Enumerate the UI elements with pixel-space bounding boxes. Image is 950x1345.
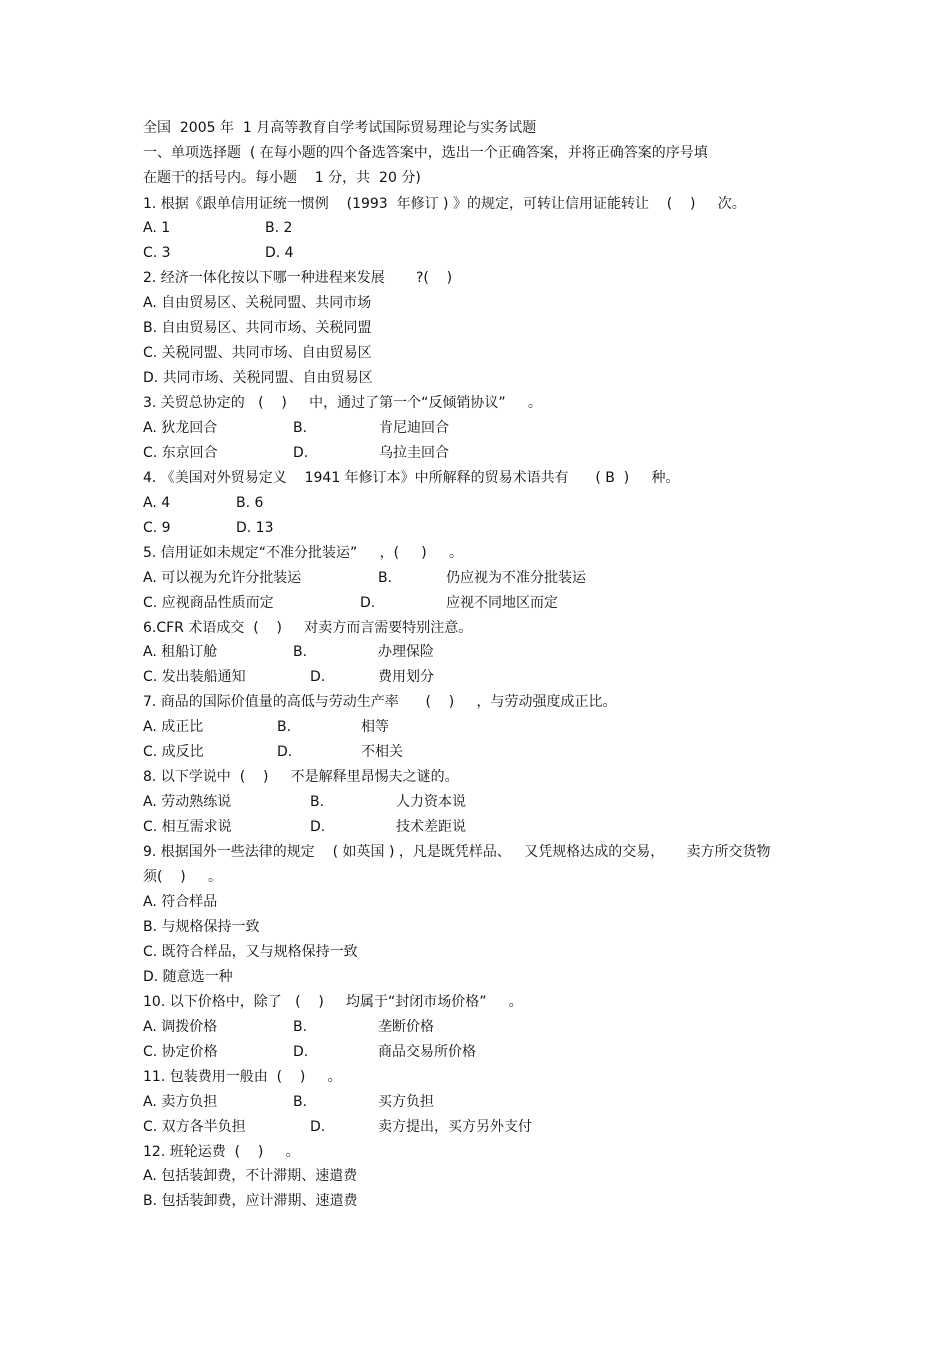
q10-option-d-text: 商品交易所价格 [378, 1044, 476, 1060]
q1-option-c: C. 3 [143, 245, 171, 261]
section-heading-cont: 在题干的括号内。每小题 1 分，共 20 分) [143, 170, 421, 186]
q5-option-b-text: 仍应视为不准分批装运 [446, 570, 586, 586]
q4-option-d: D. 13 [236, 520, 274, 536]
q9-option-b: B. 与规格保持一致 [143, 919, 260, 935]
q7-option-a: A. 成正比 [143, 719, 204, 735]
question-1-stem: 1. 根据《跟单信用证统一惯例 (1993 年修订 ) 》的规定，可转让信用证能转让 ( ) 次。 [143, 196, 746, 212]
q2-option-a: A. 自由贸易区、关税同盟、共同市场 [143, 295, 372, 311]
q7-option-d-text: 不相关 [361, 744, 403, 760]
question-2-stem: 2. 经济一体化按以下哪一种进程来发展 ?( ) [143, 270, 453, 286]
question-12-stem: 12. 班轮运费 ( ) 。 [143, 1144, 300, 1160]
q8-option-d-text: 技术差距说 [396, 819, 466, 835]
q12-option-b: B. 包括装卸费，应计滞期、速遣费 [143, 1193, 358, 1209]
q11-option-b-text: 买方负担 [378, 1094, 434, 1110]
section-heading: 一、单项选择题 ( 在每小题的四个备选答案中，选出一个正确答案，并将正确答案的序号填 [143, 145, 708, 161]
q5-option-b-letter: B. [378, 570, 393, 586]
q3-option-d-text: 乌拉圭回合 [379, 445, 449, 461]
q3-option-b-text: 肯尼迪回合 [379, 420, 449, 436]
q8-option-d-letter: D. [310, 819, 326, 835]
q5-option-d-letter: D. [360, 595, 376, 611]
q9-option-d: D. 随意选一种 [143, 969, 233, 985]
q7-option-b-letter: B. [277, 719, 292, 735]
q1-option-a: A. 1 [143, 220, 171, 236]
q11-option-b-letter: B. [293, 1094, 308, 1110]
q5-option-c: C. 应视商品性质而定 [143, 595, 274, 611]
q7-option-d-letter: D. [277, 744, 293, 760]
question-11-stem: 11. 包装费用一般由 ( ) 。 [143, 1069, 342, 1085]
q8-option-a: A. 劳动熟练说 [143, 794, 232, 810]
q2-option-b: B. 自由贸易区、共同市场、关税同盟 [143, 320, 372, 336]
q9-option-c: C. 既符合样品，又与规格保持一致 [143, 944, 358, 960]
q6-option-b-text: 办理保险 [378, 644, 434, 660]
q7-option-c: C. 成反比 [143, 744, 204, 760]
q2-option-c: C. 关税同盟、共同市场、自由贸易区 [143, 345, 372, 361]
q11-option-a: A. 卖方负担 [143, 1094, 218, 1110]
q3-option-a: A. 狄龙回合 [143, 420, 218, 436]
q10-option-b-text: 垄断价格 [378, 1019, 434, 1035]
q2-option-d: D. 共同市场、关税同盟、自由贸易区 [143, 370, 373, 386]
q10-option-c: C. 协定价格 [143, 1044, 218, 1060]
q4-option-b: B. 6 [236, 495, 264, 511]
question-8-stem: 8. 以下学说中 ( ) 不是解释里昂惕夫之谜的。 [143, 769, 459, 785]
question-3-stem: 3. 关贸总协定的 ( ) 中，通过了第一个“反倾销协议” 。 [143, 395, 542, 411]
q6-option-b-letter: B. [293, 644, 308, 660]
q10-option-a: A. 调拨价格 [143, 1019, 218, 1035]
q9-option-a: A. 符合样品 [143, 894, 218, 910]
q10-option-d-letter: D. [293, 1044, 309, 1060]
q3-option-b-letter: B. [293, 420, 308, 436]
q1-option-d: D. 4 [265, 245, 294, 261]
q6-option-a: A. 租船订舱 [143, 644, 218, 660]
q11-option-d-text: 卖方提出，买方另外支付 [378, 1119, 532, 1135]
q6-option-c: C. 发出装船通知 [143, 669, 246, 685]
question-10-stem: 10. 以下价格中，除了 ( ) 均属于“封闭市场价格” 。 [143, 994, 523, 1010]
q11-option-c: C. 双方各半负担 [143, 1119, 246, 1135]
question-7-stem: 7. 商品的国际价值量的高低与劳动生产率 ( ) ，与劳动强度成正比。 [143, 694, 617, 710]
q10-option-b-letter: B. [293, 1019, 308, 1035]
q5-option-a: A. 可以视为允许分批装运 [143, 570, 302, 586]
q5-option-d-text: 应视不同地区而定 [446, 595, 558, 611]
q6-option-d-text: 费用划分 [378, 669, 434, 685]
exam-title: 全国 2005 年 1 月高等教育自学考试国际贸易理论与实务试题 [143, 120, 537, 136]
q6-option-d-letter: D. [310, 669, 326, 685]
q3-option-c: C. 东京回合 [143, 445, 218, 461]
question-9-stem-cont: 须( ) 。 [143, 869, 222, 885]
q4-option-c: C. 9 [143, 520, 171, 536]
question-4-stem: 4. 《美国对外贸易定义 1941 年修订本》中所解释的贸易术语共有 ( B ) 种。 [143, 470, 680, 486]
q11-option-d-letter: D. [310, 1119, 326, 1135]
q12-option-a: A. 包括装卸费，不计滞期、速遣费 [143, 1168, 358, 1184]
q3-option-d-letter: D. [293, 445, 309, 461]
q8-option-b-letter: B. [310, 794, 325, 810]
q1-option-b: B. 2 [265, 220, 293, 236]
question-5-stem: 5. 信用证如未规定“不准分批装运” ，( ) 。 [143, 545, 463, 561]
q8-option-c: C. 相互需求说 [143, 819, 232, 835]
q8-option-b-text: 人力资本说 [396, 794, 466, 810]
q4-option-a: A. 4 [143, 495, 171, 511]
question-9-stem: 9. 根据国外一些法律的规定 ( 如英国 ) ，凡是既凭样品、 又凭规格达成的交易， 卖方所交货物 [143, 844, 771, 860]
q7-option-b-text: 相等 [361, 719, 389, 735]
question-6-stem: 6.CFR 术语成交 ( ) 对卖方而言需要特别注意。 [143, 620, 473, 636]
